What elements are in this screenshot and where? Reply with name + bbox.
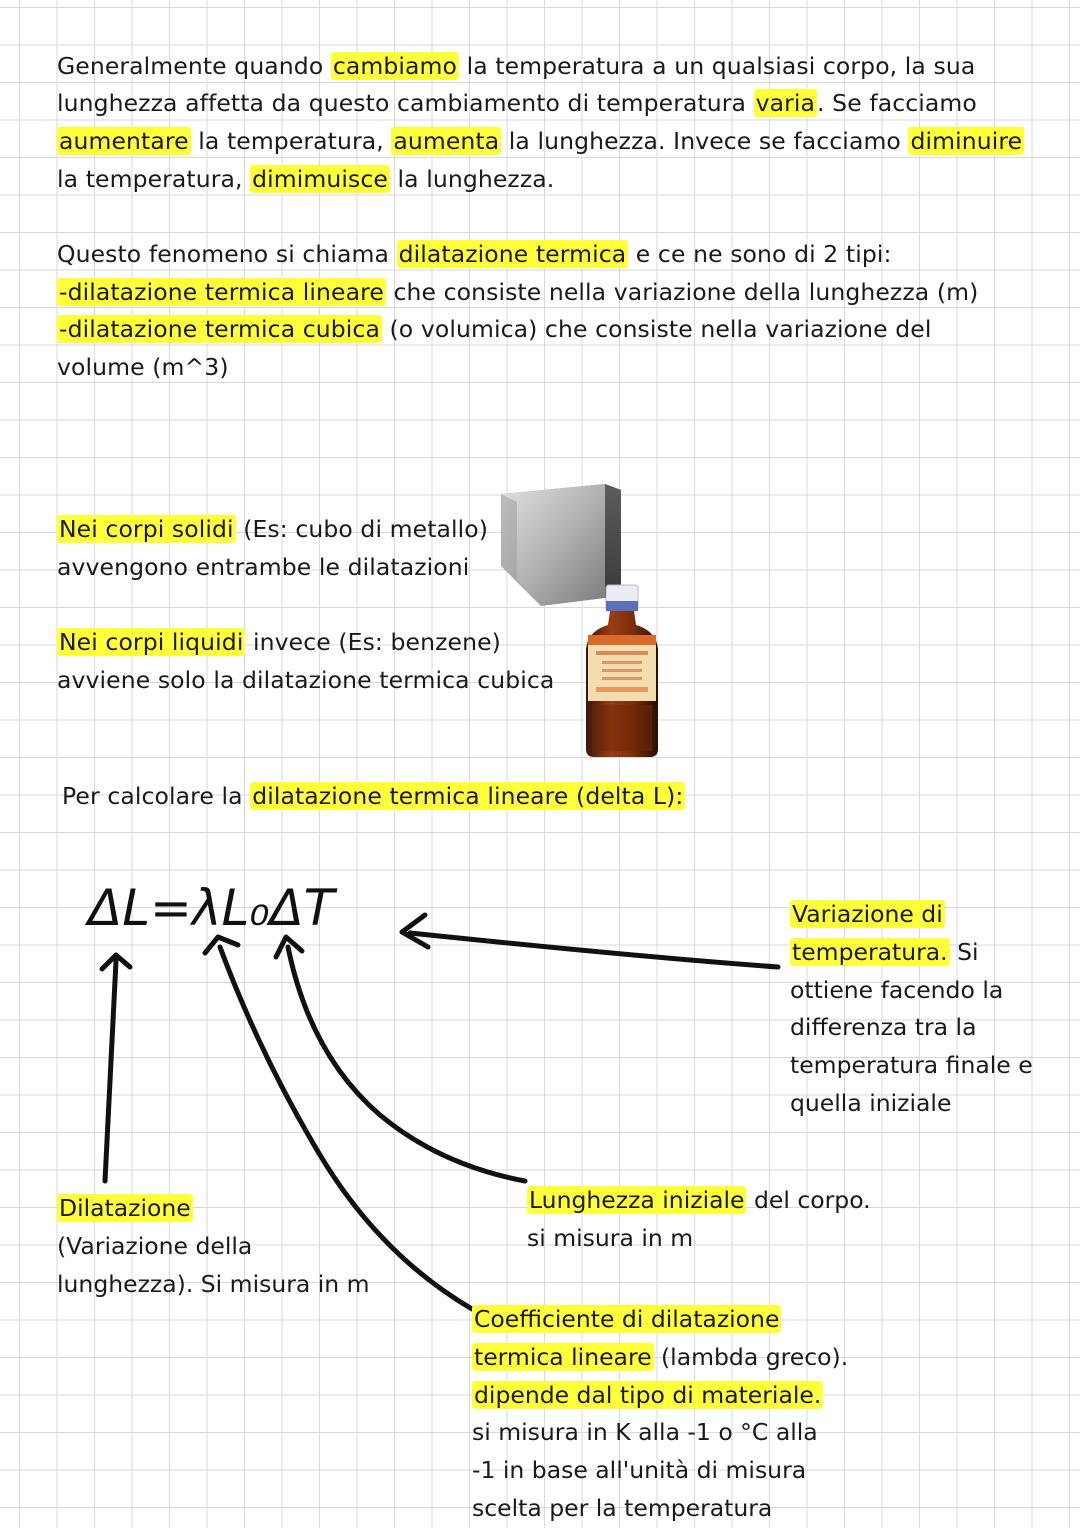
arrowhead-lambda <box>205 937 238 953</box>
note-L0 <box>527 1182 871 1258</box>
highlight: temperatura. <box>792 937 948 966</box>
text: temperatura finale e <box>790 1051 1033 1080</box>
solids-line2 <box>57 549 469 587</box>
text: lunghezza). Si misura in m <box>57 1269 370 1298</box>
arrowhead-L0 <box>276 937 302 957</box>
p2-line2 <box>57 274 978 312</box>
text: Generalmente quando <box>57 52 331 80</box>
text: la lunghezza. <box>389 165 555 193</box>
calc-line <box>62 778 685 816</box>
highlight: dilatazione termica lineare (delta L): <box>252 782 684 810</box>
highlight: aumentare <box>59 127 189 155</box>
liquids-line2 <box>57 662 554 700</box>
note-deltaT <box>790 896 1033 1123</box>
text: avviene solo la dilatazione termica cubica <box>57 666 555 694</box>
text: invece (Es: benzene) <box>245 628 501 656</box>
text: Questo fenomeno si chiama <box>57 240 397 268</box>
note-deltaL <box>57 1190 370 1303</box>
text: quella iniziale <box>790 1088 952 1117</box>
highlight: dilatazione termica <box>398 240 627 268</box>
note-lambda <box>472 1301 848 1528</box>
highlight: Dilatazione <box>59 1194 191 1222</box>
text: si misura in m <box>527 1223 694 1252</box>
highlight: Lunghezza iniziale <box>529 1186 745 1214</box>
text: differenza tra la <box>790 1013 977 1042</box>
highlight: Variazione di <box>792 900 943 928</box>
solids-line1 <box>57 511 488 549</box>
text: la temperatura, <box>190 127 392 155</box>
text: (Es: cubo di metallo) <box>235 515 489 543</box>
text: -1 in base all'unità di misura <box>472 1456 807 1485</box>
text: (Variazione della <box>57 1231 253 1260</box>
highlight: dimimuisce <box>252 165 388 193</box>
arrowhead-deltaT <box>402 915 428 947</box>
text: (o volumica) che consiste nella variazione del <box>381 315 932 343</box>
text: la lunghezza. Invece se facciamo <box>501 127 909 155</box>
text: avvengono entrambe le dilatazioni <box>57 553 470 581</box>
text: che consiste nella variazione della lunghezza (m) <box>385 278 979 306</box>
text: la temperatura, <box>57 165 251 193</box>
text: la temperatura a un qualsiasi corpo, la sua <box>459 52 976 80</box>
text: volume (m^3) <box>57 353 229 381</box>
highlight: diminuire <box>910 127 1023 155</box>
text: . Se facciamo <box>817 89 977 117</box>
liquids-line1 <box>57 624 501 662</box>
highlight: Coefficiente di dilatazione <box>474 1305 780 1333</box>
p2-line3 <box>57 311 931 349</box>
text: si misura in K alla -1 o °C alla <box>472 1418 818 1447</box>
text: Si <box>949 937 979 966</box>
text: ottiene facendo la <box>790 975 1004 1004</box>
arrow-deltaL <box>105 961 116 1181</box>
highlight: aumenta <box>393 127 500 155</box>
text: Per calcolare la <box>62 782 251 810</box>
p1-line4 <box>57 161 554 199</box>
highlight: cambiamo <box>332 52 458 80</box>
arrow-deltaT <box>410 933 778 967</box>
p1-line3 <box>57 123 1024 161</box>
text: e ce ne sono di 2 tipi: <box>628 240 892 268</box>
highlight: termica lineare <box>474 1342 652 1371</box>
text: (lambda greco). <box>653 1342 849 1371</box>
highlight: -dilatazione termica cubica <box>59 315 380 343</box>
highlight: Nei corpi liquidi <box>59 628 244 656</box>
highlight: -dilatazione termica lineare <box>59 278 384 306</box>
p2-line1 <box>57 236 892 274</box>
arrow-L0 <box>288 947 525 1181</box>
text: scelta per la temperatura <box>472 1493 773 1522</box>
text: lunghezza affetta da questo cambiamento di temperatura <box>57 89 754 117</box>
arrowhead-deltaL <box>102 955 130 969</box>
text: del corpo. <box>746 1186 871 1214</box>
p1-line1 <box>57 48 975 86</box>
formula-text: ΔL=λL₀ΔT <box>88 879 335 937</box>
p2-line4 <box>57 349 229 387</box>
highlight: dipende dal tipo di materiale. <box>474 1380 822 1409</box>
highlight: Nei corpi solidi <box>59 515 234 543</box>
benzene-bottle-image <box>582 583 662 759</box>
p1-line2 <box>57 85 977 123</box>
highlight: varia <box>755 89 816 117</box>
